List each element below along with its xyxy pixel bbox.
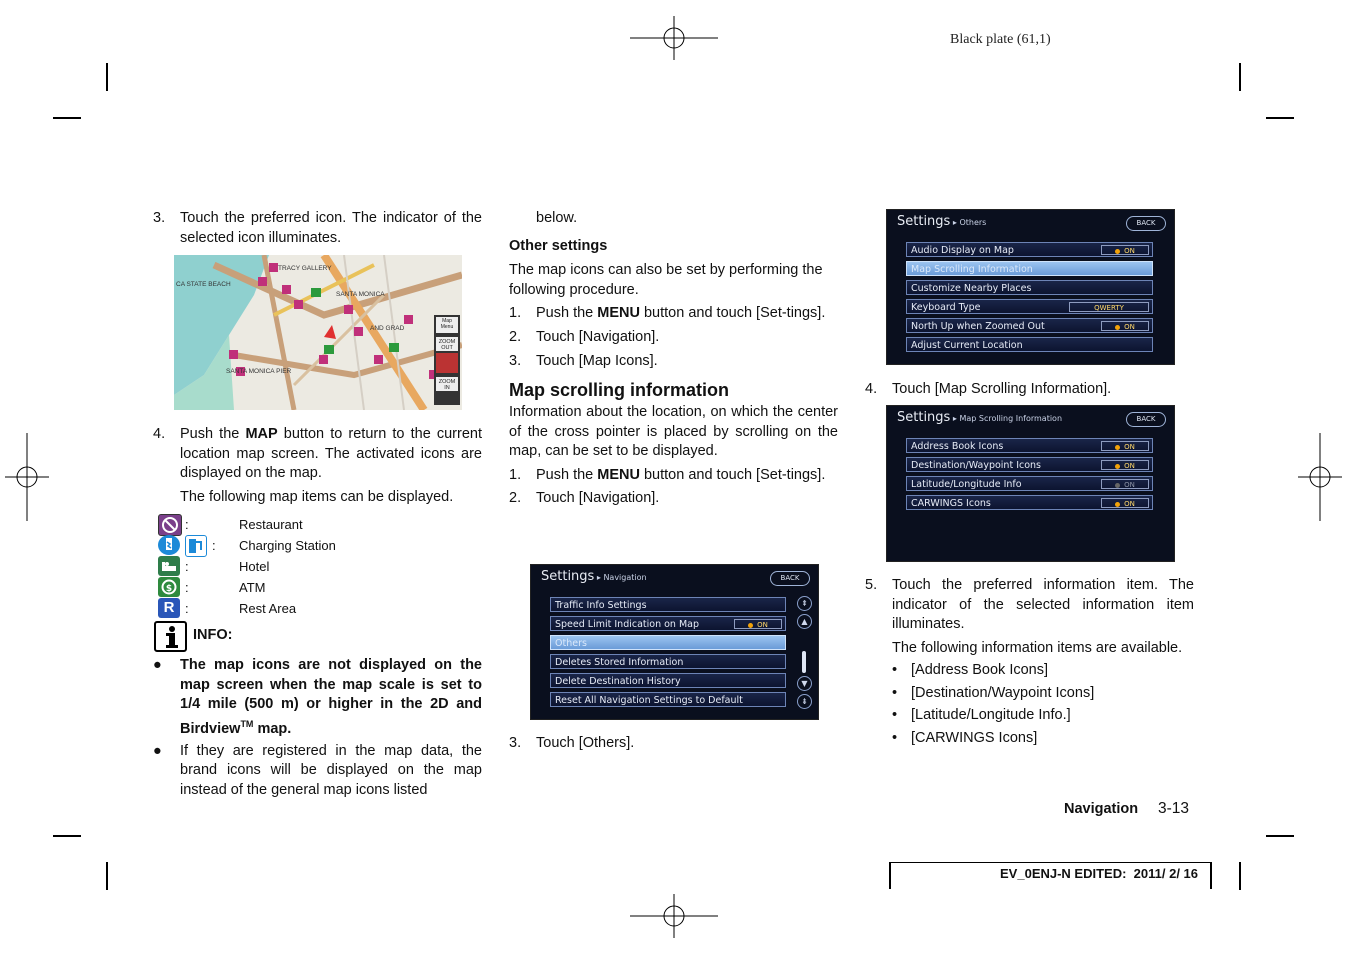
step-3: 3. Touch the preferred icon. The indicator of the selected icon illuminates. bbox=[153, 210, 482, 246]
menu-item: Adjust Current Location bbox=[906, 337, 1153, 352]
map-scrolling-info-screen bbox=[886, 405, 1175, 562]
map-label: AND GRAD bbox=[370, 325, 405, 332]
menu-item: Traffic Info Settings bbox=[550, 597, 786, 612]
info-label: INFO: bbox=[193, 627, 233, 643]
column-1 bbox=[153, 209, 482, 248]
menu-item: Reset All Navigation Settings to Default bbox=[550, 692, 786, 707]
footer-section: Navigation bbox=[1064, 801, 1139, 817]
other-settings-heading: Other settings bbox=[509, 237, 608, 254]
list-item: • [CARWINGS Icons] bbox=[892, 729, 1038, 746]
map-label: SANTA MONICA PIER bbox=[226, 368, 292, 375]
plate-label: Black plate (61,1) bbox=[950, 32, 1051, 47]
edited-stamp: EV_0ENJ-N EDITED: 2011/ 2/ 16 bbox=[1000, 866, 1198, 881]
column-2-lower bbox=[509, 734, 838, 754]
zoom-out-button: ZOOM OUT bbox=[438, 339, 456, 351]
menu-item: North Up when Zoomed Out ON bbox=[906, 318, 1153, 333]
legend-label: Restaurant bbox=[239, 517, 303, 532]
rest-area-icon: R bbox=[158, 598, 180, 618]
menu-item: CARWINGS Icons ON bbox=[906, 495, 1153, 510]
map-menu-button: Map Menu bbox=[440, 318, 454, 330]
crop-mark bbox=[1266, 117, 1294, 119]
menu-item-selected: Map Scrolling Information bbox=[906, 261, 1153, 276]
toggle-indicator: ON bbox=[734, 619, 782, 629]
menu-item: Keyboard Type QWERTY bbox=[906, 299, 1153, 314]
step-2: 2. Touch [Navigation]. bbox=[509, 490, 660, 506]
column-2 bbox=[509, 209, 838, 509]
map-scrolling-text: Information about the location, on which the center of the cross pointer is placed by scrolling on the map, can be set to be displayed. bbox=[509, 404, 838, 459]
charging-station-icon bbox=[158, 535, 180, 555]
screen-title: Settings ▸ Others bbox=[897, 214, 987, 229]
menu-item: Customize Nearby Places bbox=[906, 280, 1153, 295]
column-3-lower bbox=[865, 576, 1194, 748]
step-1: 1. Push the MENU button and touch [Set-tings]. bbox=[509, 466, 826, 483]
toggle-indicator: ON bbox=[1101, 460, 1149, 470]
scroll-down-icon: ▼ bbox=[797, 676, 812, 691]
legend-label: Rest Area bbox=[239, 601, 297, 616]
toggle-indicator: ON bbox=[1101, 441, 1149, 451]
hotel-icon bbox=[158, 556, 180, 576]
menu-item-selected: Others bbox=[550, 635, 786, 650]
zoom-in-button: ZOOM IN bbox=[438, 379, 456, 391]
available-items-text: The following information items are available. bbox=[892, 639, 1183, 656]
back-button: BACK bbox=[1126, 412, 1166, 427]
charging-station-icon bbox=[185, 535, 207, 557]
step-3: 3. Touch [Map Icons]. bbox=[509, 353, 658, 369]
info-icon bbox=[154, 621, 187, 652]
info-bullet: ● If they are registered in the map data, the brand icons will be displayed on the map instead of the general map icons listed bbox=[153, 742, 482, 798]
step-4: 4. Push the MAP button to return to the current location map screen. The activated icons are displayed on the map. bbox=[153, 426, 482, 481]
menu-item: Latitude/Longitude Info ON bbox=[906, 476, 1153, 491]
continued-text: below. bbox=[536, 210, 578, 226]
map-screenshot bbox=[174, 255, 462, 410]
legend-label: Hotel bbox=[239, 559, 270, 574]
scroll-bottom-icon: ⇟ bbox=[797, 694, 812, 709]
back-button: BACK bbox=[770, 571, 810, 586]
other-settings-text: The map icons can also be set by performing the following procedure. bbox=[509, 262, 823, 298]
toggle-indicator: ON bbox=[1101, 498, 1149, 508]
crop-mark bbox=[106, 862, 108, 890]
list-item: • [Destination/Waypoint Icons] bbox=[892, 684, 1095, 701]
crop-mark bbox=[1266, 835, 1294, 837]
registration-mark-top bbox=[630, 16, 718, 60]
registration-mark-left bbox=[5, 433, 49, 521]
keyboard-type-value: QWERTY bbox=[1069, 302, 1149, 312]
column-1-lower bbox=[153, 425, 482, 507]
scroll-up-icon: ▲ bbox=[797, 614, 812, 629]
registration-mark-right bbox=[1298, 433, 1342, 521]
step-2: 2. Touch [Navigation]. bbox=[509, 328, 660, 345]
follow-text: The following map items can be displayed. bbox=[180, 488, 454, 505]
screen-title: Settings ▸ Navigation bbox=[541, 569, 647, 584]
list-item: • [Address Book Icons] bbox=[892, 662, 1049, 678]
map-label: SANTA MONICA bbox=[336, 291, 385, 298]
column-3-step4 bbox=[865, 380, 1194, 400]
map-label: CA STATE BEACH bbox=[176, 281, 231, 288]
legend-label: ATM bbox=[239, 580, 266, 595]
step-3: 3. Touch [Others]. bbox=[509, 735, 635, 751]
crop-mark bbox=[53, 117, 81, 119]
crop-mark bbox=[53, 835, 81, 837]
toggle-indicator: ON bbox=[1101, 321, 1149, 331]
map-label: TRACY GALLERY bbox=[278, 265, 332, 272]
atm-icon bbox=[158, 577, 180, 597]
map-scrolling-heading: Map scrolling information bbox=[509, 379, 730, 400]
toggle-indicator: ON bbox=[1101, 245, 1149, 255]
menu-item: Audio Display on Map ON bbox=[906, 242, 1153, 257]
step-4: 4. Touch [Map Scrolling Information]. bbox=[865, 381, 1112, 397]
menu-item: Speed Limit Indication on Map ON bbox=[550, 616, 786, 631]
back-button: BACK bbox=[1126, 216, 1166, 231]
crop-mark bbox=[1239, 63, 1241, 91]
navigation-settings-screen bbox=[530, 564, 819, 720]
step-5: 5. Touch the preferred information item. The indicator of the selected information item illuminates. bbox=[865, 577, 1194, 632]
menu-item: Address Book Icons ON bbox=[906, 438, 1153, 453]
restaurant-icon bbox=[158, 514, 182, 536]
svg-text:$: $ bbox=[165, 584, 173, 594]
scroll-top-icon: ⇞ bbox=[797, 596, 812, 611]
registration-mark-bottom bbox=[630, 894, 718, 938]
step-1: 1. Push the MENU button and touch [Set-tings]. bbox=[509, 305, 826, 321]
page-number: 3-13 bbox=[1158, 800, 1190, 817]
menu-item: Destination/Waypoint Icons ON bbox=[906, 457, 1153, 472]
legend-label: Charging Station bbox=[239, 538, 336, 553]
others-settings-screen bbox=[886, 209, 1175, 365]
menu-item: Delete Destination History bbox=[550, 673, 786, 688]
list-item: • [Latitude/Longitude Info.] bbox=[892, 707, 1071, 723]
toggle-indicator: ON bbox=[1101, 479, 1149, 489]
scrollbar-thumb bbox=[802, 651, 806, 673]
info-bullets bbox=[153, 656, 482, 800]
edited-box bbox=[889, 862, 1212, 889]
map-items-legend: : Restaurant : Charging Station : Hotel $ : ATM R : Rest Area bbox=[157, 514, 457, 618]
screen-title: Settings ▸ Map Scrolling Information bbox=[897, 410, 1063, 425]
crop-mark bbox=[106, 63, 108, 91]
info-bullet: ● The map icons are not displayed on the map screen when the map scale is set to 1/4 mile (500 m) or higher in the 2D and Birdview™ map. bbox=[153, 657, 482, 737]
menu-item: Deletes Stored Information bbox=[550, 654, 786, 669]
crop-mark bbox=[1239, 862, 1241, 890]
